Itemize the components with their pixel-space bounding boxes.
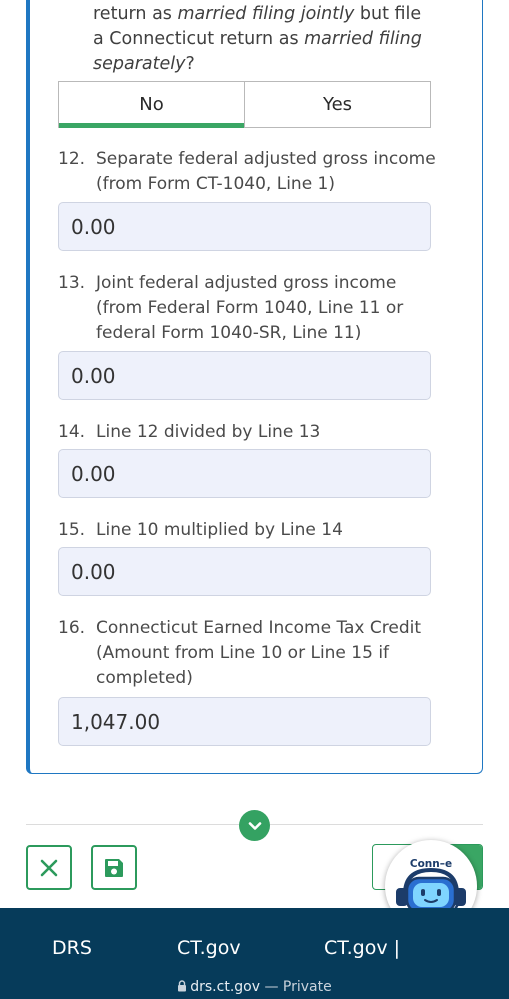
footer-link-ctgov[interactable]: CT.gov <box>177 937 241 959</box>
question-text: return as married filing jointly but file a Connecticut return as married filing separately? <box>93 4 422 74</box>
line-16-label: 16. Connecticut Earned Income Tax Credit (Amount from Line 10 or Line 15 if completed) <box>58 618 422 688</box>
footer-link-ctgov-2[interactable]: CT.gov | <box>324 937 401 959</box>
footer-link-drs[interactable]: DRS <box>52 937 92 959</box>
line-13-label: 13. Joint federal adjusted gross income (from Federal Form 1040, Line 11 or federal Form 1040-SR, Line 11) <box>58 273 404 343</box>
cancel-button[interactable] <box>26 845 72 890</box>
filing-status-toggle <box>58 81 431 128</box>
line-15-input[interactable]: 0.00 <box>58 547 431 596</box>
browser-url-bar[interactable]: drs.ct.gov — Private <box>0 979 509 995</box>
close-icon <box>38 857 60 879</box>
line-12-input[interactable]: 0.00 <box>58 202 431 251</box>
toggle-yes-button[interactable]: Yes <box>244 82 430 127</box>
site-footer <box>0 908 509 999</box>
save-button[interactable] <box>91 845 137 890</box>
line-13-input[interactable]: 0.00 <box>58 351 431 400</box>
line-14-label: 14. Line 12 divided by Line 13 <box>58 422 321 442</box>
line-14-input[interactable]: 0.00 <box>58 449 431 498</box>
lock-icon <box>177 980 187 992</box>
toggle-no-button[interactable]: No <box>59 82 244 127</box>
chevron-down-icon[interactable] <box>239 810 270 841</box>
floppy-disk-icon <box>103 857 125 879</box>
line-12-label: 12. Separate federal adjusted gross income (from Form CT-1040, Line 1) <box>58 149 436 194</box>
line-16-input[interactable]: 1,047.00 <box>58 697 431 746</box>
line-15-label: 15. Line 10 multiplied by Line 14 <box>58 520 343 540</box>
chatbot-label: Conn–e <box>409 858 453 870</box>
